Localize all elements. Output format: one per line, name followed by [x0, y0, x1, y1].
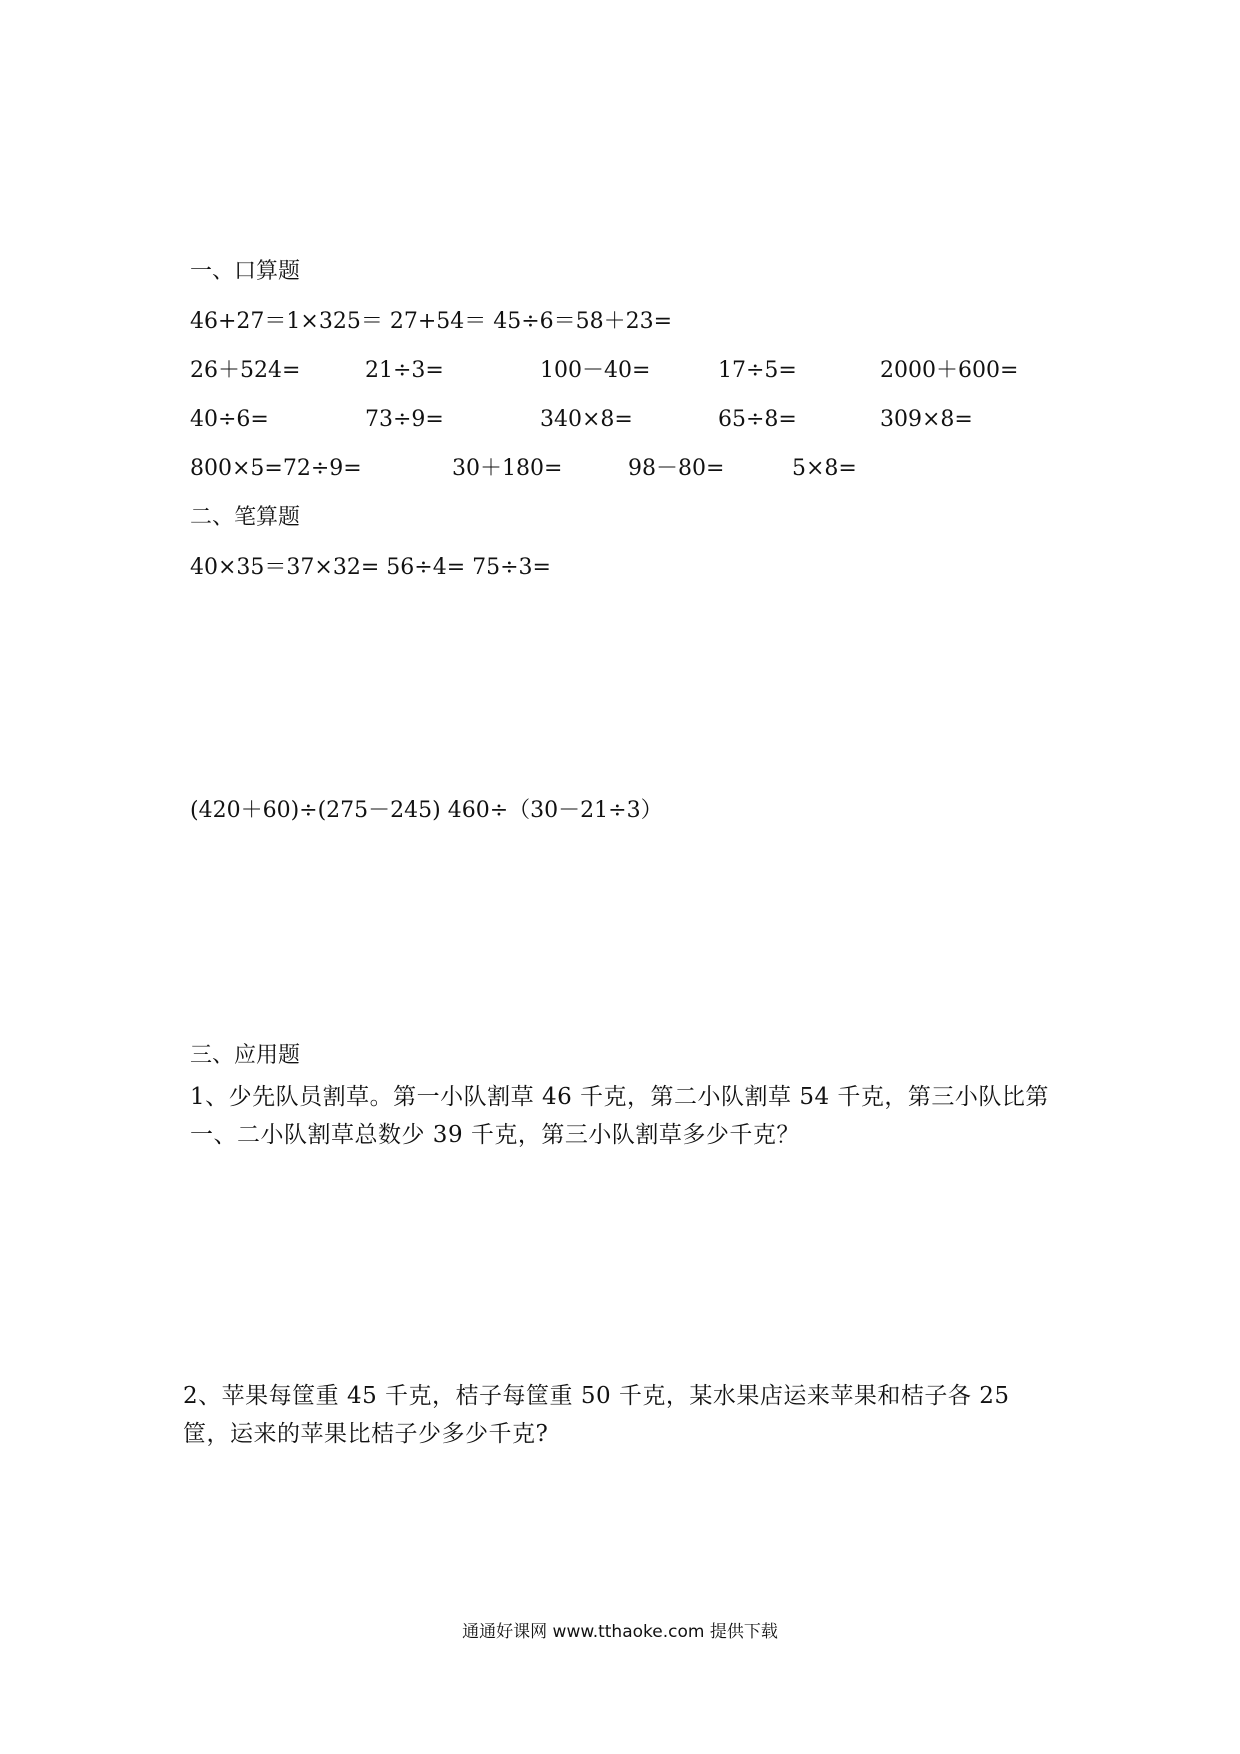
- oral-item: 5×8=: [792, 456, 857, 481]
- oral-item: 40÷6=: [190, 407, 269, 432]
- oral-item: 26＋524=: [190, 358, 301, 383]
- section-3-title: 三、应用题: [190, 1043, 301, 1068]
- oral-item: 800×5=72÷9=: [190, 456, 362, 481]
- oral-item: 2000＋600=: [880, 358, 1019, 383]
- oral-item: 30＋180=: [452, 456, 563, 481]
- oral-item: 98－80=: [628, 456, 725, 481]
- oral-item: 340×8=: [540, 407, 633, 432]
- oral-item: 21÷3=: [365, 358, 444, 383]
- word-problem-2: 2、苹果每筐重 45 千克，桔子每筐重 50 千克，某水果店运来苹果和桔子各 25 筐，运来的苹果比桔子少多少千克?: [183, 1383, 1010, 1447]
- written-row-2: (420＋60)÷(275－245) 460÷（30－21÷3）: [190, 798, 663, 823]
- oral-row-1: 46+27＝1×325＝ 27+54＝ 45÷6＝58＋23=: [190, 309, 673, 334]
- oral-item: 65÷8=: [718, 407, 797, 432]
- section-2-title: 二、笔算题: [190, 505, 301, 530]
- written-row-1: 40×35＝37×32= 56÷4= 75÷3=: [190, 555, 551, 580]
- oral-item: 17÷5=: [718, 358, 797, 383]
- section-1-title: 一、口算题: [190, 259, 301, 284]
- footer-source: 通通好课网 www.tthaoke.com 提供下载: [462, 1622, 778, 1642]
- oral-item: 73÷9=: [365, 407, 444, 432]
- word-problem-1: 1、少先队员割草。第一小队割草 46 千克，第二小队割草 54 千克，第三小队比第一、二小队割草总数少 39 千克，第三小队割草多少千克？: [190, 1084, 1049, 1148]
- oral-item: 309×8=: [880, 407, 973, 432]
- oral-item: 100－40=: [540, 358, 651, 383]
